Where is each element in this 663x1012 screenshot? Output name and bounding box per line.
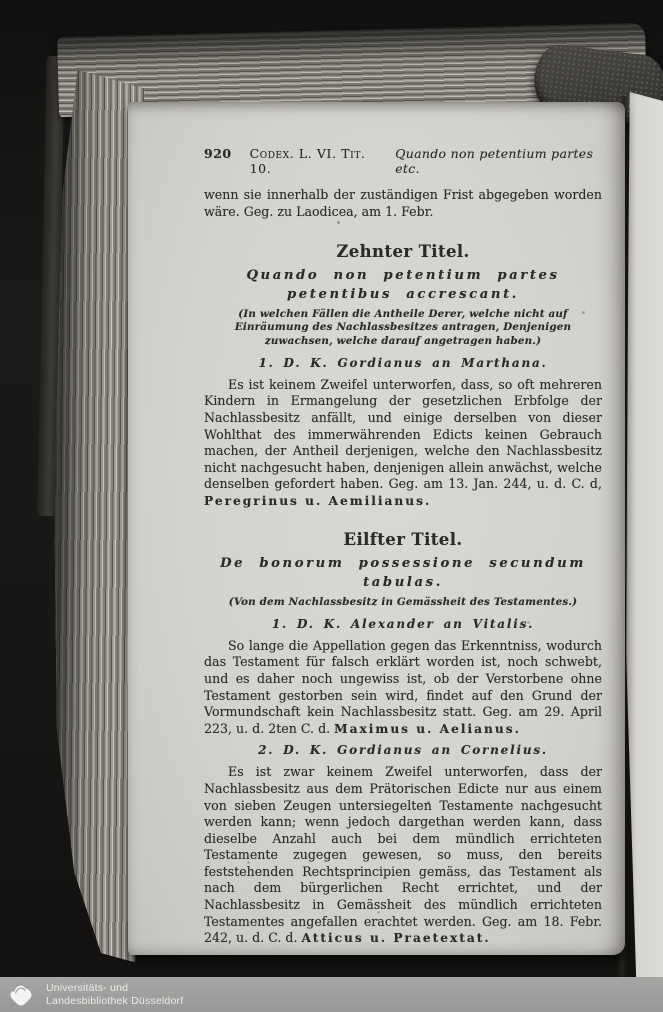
running-title: Codex. L. VI. Tit. 10. [249, 146, 366, 176]
consul-names: Maximus u. Aelianus. [334, 721, 521, 736]
running-title-latin: Quando non petentium partes etc. [395, 146, 594, 176]
facing-page-sliver [626, 92, 663, 994]
consul-names: Peregrinus u. Aemilianus. [204, 493, 432, 508]
rescript-caption-gordianus-marthana: 1. D. K. Gordianus an Marthana. [258, 355, 548, 370]
page-number: 920 [204, 146, 232, 161]
printed-text-block [204, 146, 602, 947]
library-name-line2: Landesbibliothek Düsseldorf [46, 994, 184, 1007]
rescript-text: So lange die Appellation gegen das Erkenntniss, wodurch das Testament für falsch erklärt worden ist, noch schwebt, und es daher noch ungewiss ist, ob der Verstorbene ohne Testament gestorben sein wird, findet auf den Grund der Vormundschaft kein Nachlassbesitz statt. Geg. am 29. April 223, u. d. 2ten C. d. [204, 637, 602, 736]
title-11-latin: De bonorum possessione secundum tabulas. [220, 555, 586, 590]
title-11-german-note: (Von dem Nachlassbesitz in Gemässheit des Testamentes.) [228, 595, 578, 608]
library-name [46, 982, 183, 1007]
intro-paragraph: wenn sie innerhalb der zuständigen Frist abgegeben worden wäre. Geg. zu Laodicea, am 1. Febr. [204, 187, 602, 219]
title-10-german-note: (In welchen Fällen die Antheile Derer, welche nicht auf Einräumung des Nachlassbesitzes antragen, Denjenigen zuwachsen, welche darauf angetragen haben.) [234, 308, 572, 347]
rescript-body-gordianus-cornelius [204, 764, 602, 947]
consul-names: Atticus u. Praetextat. [301, 931, 491, 946]
title-10-heading: Zehnter Titel. [336, 242, 470, 262]
rescript-caption-gordianus-cornelius: 2. D. K. Gordianus an Cornelius. [258, 743, 548, 758]
rescript-body-alexander-vitalis [204, 638, 602, 738]
title-11-heading: Eilfter Titel. [343, 529, 463, 549]
title-10-latin: Quando non petentium partes petentibus accrescant. [246, 268, 560, 303]
library-watermark-bar [0, 977, 663, 1012]
rescript-text: Es ist zwar keinem Zweifel unterworfen, dass der Nachlassbesitz aus dem Prätorischen Edicte nur aus einem von sieben Zeugen untersiegelten Testamente nachgesucht werden kann; wenn jedoch dargethan werden kann, dass dieselbe Anzahl auch bei dem mündlich errichteten Testamente zugegen gewesen, so muss, den bereits feststehenden Rechtsprincipien gemäss, das Testament als nach dem bürgerlichen Recht errichtet, und der Nachlassbesitz in Gemässheit des mündlich errichteten Testamentes angefallen erachtet werden. Geg. am 18. Febr. 242, u. d. C. d. [204, 764, 602, 946]
rescript-caption-alexander-vitalis: 1. D. K. Alexander an Vitalis. [271, 616, 535, 631]
running-header [204, 146, 602, 176]
rescript-body-gordianus-marthana [204, 377, 602, 510]
paper-specks [128, 102, 129, 103]
library-name-line1: Universitäts- und [46, 982, 129, 994]
rescript-text: Es ist keinem Zweifel unterworfen, dass, so oft mehreren Kindern in Ermangelung der gesetzlichen Erbfolge der Nachlassbesitz anfällt, und einige derselben von dieser Wohlthat des immerwährenden Edicts keinen Gebrauch machen, der Antheil derjenigen, welche den Nachlassbesitz nicht nachgesucht haben, denjenigen allein anwächst, welche denselben gefordert haben. Geg. am 13. Jan. 244, u. d. C. d, [204, 376, 602, 492]
ulb-duesseldorf-logo-icon [6, 980, 36, 1010]
